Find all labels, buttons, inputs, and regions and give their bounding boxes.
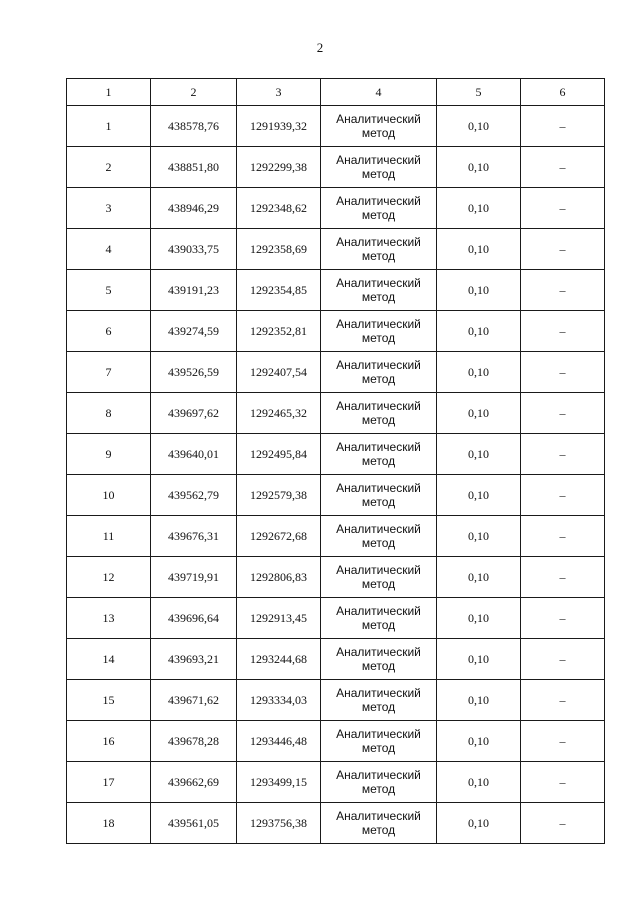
y-coordinate-cell: 1292579,38 (237, 475, 321, 516)
x-coordinate-cell: 439274,59 (151, 311, 237, 352)
notes-cell: – (521, 434, 605, 475)
notes-cell: – (521, 516, 605, 557)
table-row (67, 106, 605, 147)
table-row (67, 393, 605, 434)
point-number-cell: 11 (67, 516, 151, 557)
table-row (67, 229, 605, 270)
header-cell: 5 (437, 79, 521, 106)
table-row (67, 680, 605, 721)
notes-cell: – (521, 598, 605, 639)
method-cell: Аналитический метод (321, 270, 437, 311)
y-coordinate-cell: 1292806,83 (237, 557, 321, 598)
x-coordinate-cell: 439671,62 (151, 680, 237, 721)
notes-cell: – (521, 475, 605, 516)
method-cell: Аналитический метод (321, 311, 437, 352)
point-number-cell: 16 (67, 721, 151, 762)
y-coordinate-cell: 1292352,81 (237, 311, 321, 352)
method-cell: Аналитический метод (321, 106, 437, 147)
y-coordinate-cell: 1292299,38 (237, 147, 321, 188)
point-number-cell: 18 (67, 803, 151, 844)
notes-cell: – (521, 270, 605, 311)
method-cell: Аналитический метод (321, 680, 437, 721)
notes-cell: – (521, 106, 605, 147)
notes-cell: – (521, 311, 605, 352)
x-coordinate-cell: 438946,29 (151, 188, 237, 229)
notes-cell: – (521, 352, 605, 393)
table-row (67, 270, 605, 311)
method-cell: Аналитический метод (321, 434, 437, 475)
notes-cell: – (521, 147, 605, 188)
point-number-cell: 5 (67, 270, 151, 311)
y-coordinate-cell: 1292358,69 (237, 229, 321, 270)
method-cell: Аналитический метод (321, 803, 437, 844)
point-number-cell: 12 (67, 557, 151, 598)
x-coordinate-cell: 438851,80 (151, 147, 237, 188)
table-row (67, 475, 605, 516)
notes-cell: – (521, 393, 605, 434)
y-coordinate-cell: 1292348,62 (237, 188, 321, 229)
point-number-cell: 15 (67, 680, 151, 721)
x-coordinate-cell: 439676,31 (151, 516, 237, 557)
method-cell: Аналитический метод (321, 516, 437, 557)
header-cell: 1 (67, 79, 151, 106)
table-row (67, 434, 605, 475)
table-row (67, 762, 605, 803)
point-number-cell: 14 (67, 639, 151, 680)
notes-cell: – (521, 229, 605, 270)
method-cell: Аналитический метод (321, 762, 437, 803)
point-number-cell: 1 (67, 106, 151, 147)
table-row (67, 516, 605, 557)
x-coordinate-cell: 438578,76 (151, 106, 237, 147)
notes-cell: – (521, 188, 605, 229)
accuracy-cell: 0,10 (437, 803, 521, 844)
notes-cell: – (521, 557, 605, 598)
method-cell: Аналитический метод (321, 229, 437, 270)
x-coordinate-cell: 439696,64 (151, 598, 237, 639)
x-coordinate-cell: 439562,79 (151, 475, 237, 516)
table-row (67, 147, 605, 188)
y-coordinate-cell: 1293244,68 (237, 639, 321, 680)
y-coordinate-cell: 1292407,54 (237, 352, 321, 393)
table-row (67, 352, 605, 393)
method-cell: Аналитический метод (321, 393, 437, 434)
method-cell: Аналитический метод (321, 475, 437, 516)
y-coordinate-cell: 1292354,85 (237, 270, 321, 311)
accuracy-cell: 0,10 (437, 516, 521, 557)
x-coordinate-cell: 439526,59 (151, 352, 237, 393)
notes-cell: – (521, 762, 605, 803)
accuracy-cell: 0,10 (437, 639, 521, 680)
point-number-cell: 10 (67, 475, 151, 516)
table-row (67, 639, 605, 680)
accuracy-cell: 0,10 (437, 352, 521, 393)
point-number-cell: 8 (67, 393, 151, 434)
method-cell: Аналитический метод (321, 147, 437, 188)
y-coordinate-cell: 1293446,48 (237, 721, 321, 762)
header-cell: 4 (321, 79, 437, 106)
point-number-cell: 2 (67, 147, 151, 188)
method-cell: Аналитический метод (321, 188, 437, 229)
table-row (67, 803, 605, 844)
notes-cell: – (521, 639, 605, 680)
header-cell: 6 (521, 79, 605, 106)
method-cell: Аналитический метод (321, 598, 437, 639)
y-coordinate-cell: 1293334,03 (237, 680, 321, 721)
x-coordinate-cell: 439719,91 (151, 557, 237, 598)
notes-cell: – (521, 721, 605, 762)
point-number-cell: 17 (67, 762, 151, 803)
table-header-row (67, 79, 605, 106)
point-number-cell: 6 (67, 311, 151, 352)
x-coordinate-cell: 439191,23 (151, 270, 237, 311)
coordinates-table (66, 78, 605, 844)
header-cell: 2 (151, 79, 237, 106)
point-number-cell: 9 (67, 434, 151, 475)
notes-cell: – (521, 803, 605, 844)
x-coordinate-cell: 439693,21 (151, 639, 237, 680)
point-number-cell: 13 (67, 598, 151, 639)
y-coordinate-cell: 1291939,32 (237, 106, 321, 147)
method-cell: Аналитический метод (321, 639, 437, 680)
table-row (67, 721, 605, 762)
method-cell: Аналитический метод (321, 557, 437, 598)
x-coordinate-cell: 439561,05 (151, 803, 237, 844)
accuracy-cell: 0,10 (437, 229, 521, 270)
x-coordinate-cell: 439033,75 (151, 229, 237, 270)
accuracy-cell: 0,10 (437, 147, 521, 188)
table-row (67, 311, 605, 352)
point-number-cell: 7 (67, 352, 151, 393)
x-coordinate-cell: 439678,28 (151, 721, 237, 762)
point-number-cell: 4 (67, 229, 151, 270)
y-coordinate-cell: 1293499,15 (237, 762, 321, 803)
y-coordinate-cell: 1292495,84 (237, 434, 321, 475)
accuracy-cell: 0,10 (437, 311, 521, 352)
table-row (67, 598, 605, 639)
accuracy-cell: 0,10 (437, 106, 521, 147)
accuracy-cell: 0,10 (437, 721, 521, 762)
accuracy-cell: 0,10 (437, 557, 521, 598)
point-number-cell: 3 (67, 188, 151, 229)
accuracy-cell: 0,10 (437, 762, 521, 803)
accuracy-cell: 0,10 (437, 270, 521, 311)
table-row (67, 188, 605, 229)
y-coordinate-cell: 1293756,38 (237, 803, 321, 844)
accuracy-cell: 0,10 (437, 680, 521, 721)
x-coordinate-cell: 439697,62 (151, 393, 237, 434)
method-cell: Аналитический метод (321, 721, 437, 762)
accuracy-cell: 0,10 (437, 393, 521, 434)
y-coordinate-cell: 1292913,45 (237, 598, 321, 639)
notes-cell: – (521, 680, 605, 721)
method-cell: Аналитический метод (321, 352, 437, 393)
accuracy-cell: 0,10 (437, 475, 521, 516)
accuracy-cell: 0,10 (437, 434, 521, 475)
accuracy-cell: 0,10 (437, 598, 521, 639)
table-row (67, 557, 605, 598)
accuracy-cell: 0,10 (437, 188, 521, 229)
x-coordinate-cell: 439640,01 (151, 434, 237, 475)
y-coordinate-cell: 1292465,32 (237, 393, 321, 434)
header-cell: 3 (237, 79, 321, 106)
page-number: 2 (316, 40, 324, 55)
x-coordinate-cell: 439662,69 (151, 762, 237, 803)
y-coordinate-cell: 1292672,68 (237, 516, 321, 557)
